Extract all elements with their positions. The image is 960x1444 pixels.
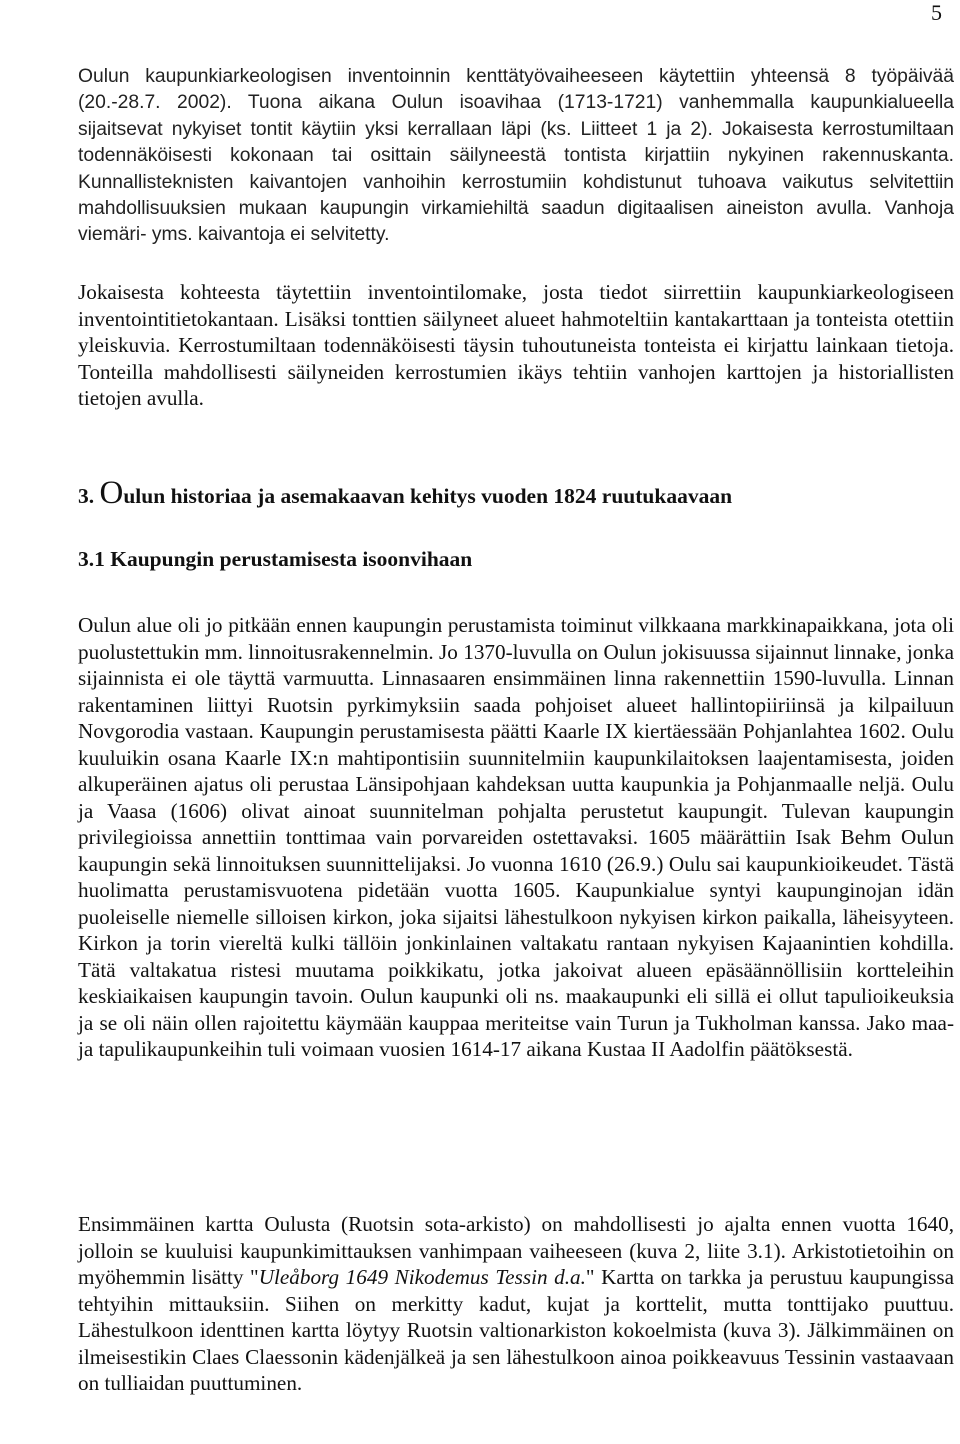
section-heading-initial: O [99, 475, 124, 511]
intro-paragraph-serif: Jokaisesta kohteesta täytettiin inventointilomake, josta tiedot siirrettiin kaupunkiarkeologiseen inventointitietokantaan. Lisäksi tonttien säilyneet alueet hahmoteltiin kantakarttaan ja tonteista otettiin yleiskuvia. Kerrostumiltaan todennäköisesti täysin tuhoutuneista tonteista ei kirjattu lainkaan tietoja. Tonteilla mahdollisesti säilyneiden kerrostumien ikäys tehtiin vanhojen karttojen ja historiallisten tietojen avulla. [78, 280, 954, 410]
section-heading [78, 476, 732, 513]
section-paragraph-2-text-end: " Kartta on tarkka ja perustuu kaupungissa tehtyihin mittauksiin. Siihen on merkitty kadut, kujat ja korttelit, mutta tonttijako puuttuu. Lähestulkoon identtinen kartta löytyy Ruotsin valtionarkiston kokoelmista (kuva 3). Jälkimmäinen on ilmeisestikin Claes Claessonin kädenjälkeä ja sen lähestulkoon ainoa poikkeavuus Tessinin vastaavaan on tulliaidan puuttuminen. [78, 1265, 955, 1395]
section-paragraph-2-text-start: Ensimmäinen kartta Oulusta (Ruotsin sota-arkisto) on mahdollisesti jo ajalta ennen vuotta 1640, jolloin se kuuluisi kaupunkimittauksen vanhimpaan vaiheeseen (kuva 2, liite 3.1). Arkistotietoihin on myöhemmin lisätty " [78, 1212, 954, 1289]
section-paragraph-2 [78, 1211, 954, 1397]
section-heading-title: ulun historiaa ja asemakaavan kehitys vuoden 1824 ruutukaavaan [123, 484, 733, 508]
subsection-heading: 3.1 Kaupungin perustamisesta isoonvihaan [78, 547, 473, 571]
section-paragraph-1: Oulun alue oli jo pitkään ennen kaupungin perustamista toiminut vilkkaana markkinapaikkana, jota oli puolustettukin mm. linnoitusrakennelmin. Jo 1370-luvulla on Oulun jokisuussa sijainnut linnake, jonka sijainnista ei ole täyttä varmuutta. Linnasaaren ensimmäinen linna rakennettiin 1590-luvulla. Linnan rakentaminen liittyi Ruotsin pyrkimyksiin saada pohjoiset alueet hallintopiiriinsä ja kilpailuun Novgorodia vastaan. Kaupungin perustamisesta päätti Kaarle IX kiertäessään Pohjanlahtea 1602. Oulu kuuluikin osana Kaarle IX:n mahtipontisiin suunnitelmiin kaupunkilaitoksen laajentamisesta, joiden alkuperäinen ajatus oli perustaa Länsipohjaan kahdeksan uutta kaupunkia ja Pohjanmaalle neljä. Oulu ja Vaasa (1606) olivat ainoat suunnitelman pohjalta perustetut kaupungit. Tulevan kaupungin privilegioissa annettiin tonttimaa vain porvareiden ostettavaksi. 1605 määrättiin Isak Behm Oulun kaupungin sekä linnoituksen suunnittelijaksi. Jo vuonna 1610 (26.9.) Oulu sai kaupunkioikeudet. Tästä huolimatta perustamisvuotena pidetään vuotta 1605. Kaupunkialue syntyi kaupunginojan idän puoleiselle niemelle silloisen kirkon, joka sijaitsi lähestulkoon nykyisen kirkon paikalla, läheisyyteen. Kirkon ja torin viereltä kulki tällöin jonkinlainen valtakatu rantaan nykyisen Kajaanintien kohdilla. Tätä valtakatua ristesi muutama poikkikatu, jotka jakoivat alueen epäsäännöllisiin kortteleihin keskiaikaisen kaupungin tavoin. Oulun kaupunki oli ns. maakaupunki eli sillä ei ollut tapulioikeuksia ja se oli näin ollen rajoitettu käymään kauppaa meriteitse vain Turun ja Tukholman kanssa. Jako maa- ja tapulikaupunkeihin tuli voimaan vuosien 1614-17 aikana Kustaa II Aadolfin päätöksestä. [78, 613, 954, 1061]
page-number: 5 [931, 0, 942, 25]
intro-paragraph-sans: Oulun kaupunkiarkeologisen inventoinnin kenttätyövaiheeseen käytettiin yhteensä 8 työpäivää (20.-28.7. 2002). Tuona aikana Oulun isoavihaa (1713-1721) vanhemmalla kaupunkialueella sijaitsevat nykyiset tontit käytiin yksi kerrallaan läpi (ks. Liitteet 1 ja 2). Jokaisesta kerrostumiltaan todennäköisesti kokonaan tai osittain säilyneestä tontista kirjattiin nykyinen rakennuskanta. Kunnallisteknisten kaivantojen vanhoihin kerrostumiin kohdistunut tuhoava vaikutus selvitettiin mahdollisuuksien mukaan kaupungin virkamiehiltä saadun digitaalisen aineiston avulla. Vanhoja viemäri- yms. kaivantoja ei selvitetty. [78, 66, 954, 246]
section-heading-number: 3. [78, 484, 100, 508]
map-citation-italic: Uleåborg 1649 Nikodemus Tessin d.a. [258, 1265, 586, 1289]
